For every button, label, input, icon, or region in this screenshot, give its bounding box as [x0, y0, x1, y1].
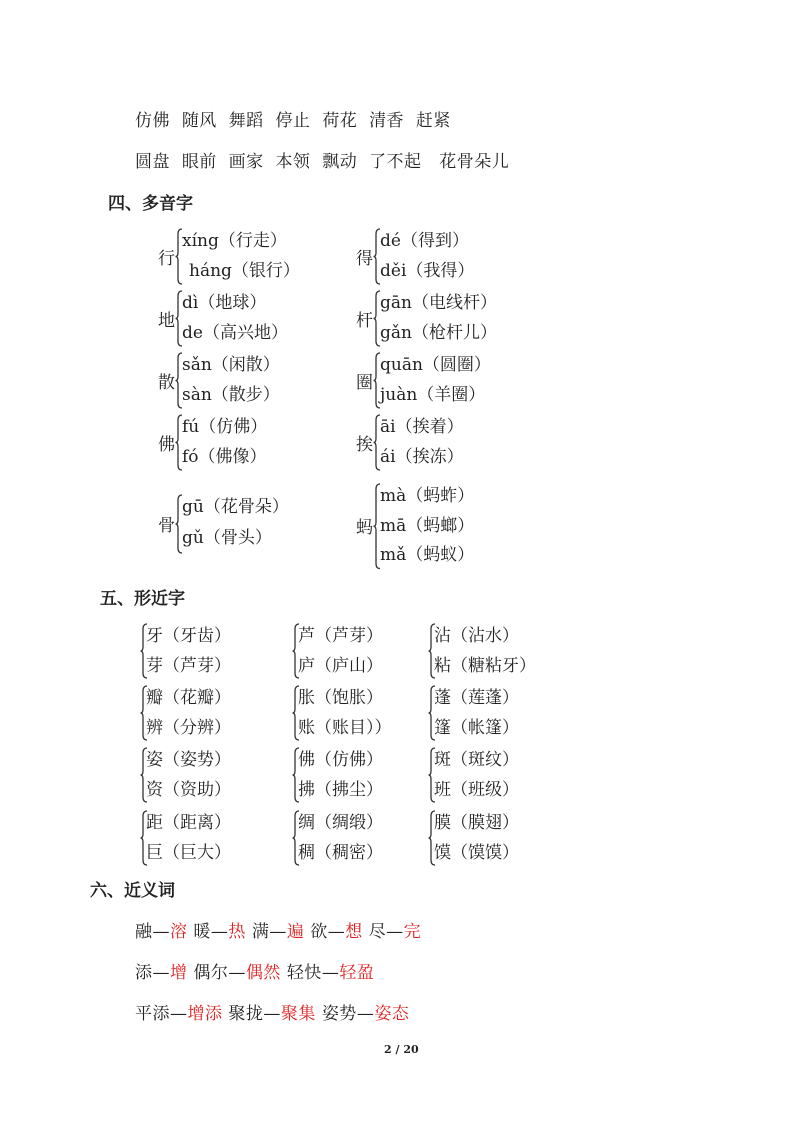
similar-char-entry: 斑（斑纹） — [434, 750, 519, 770]
dash: — — [386, 922, 404, 942]
similar-char-entry: 馍（馍馍） — [434, 842, 519, 863]
polyphonic-group — [356, 288, 546, 347]
similar-char-group — [292, 745, 432, 805]
pronunciation-entry: gān（电线杆） — [380, 293, 497, 313]
similar-char-group — [428, 621, 568, 681]
similar-char-entry: 距（距离） — [146, 813, 231, 833]
synonym-answer: 轻盈 — [339, 963, 375, 983]
dash: — — [356, 1004, 375, 1024]
synonym-answer: 聚集 — [280, 1004, 316, 1024]
vocab-line-1 — [135, 106, 451, 131]
word: 停止 — [275, 111, 311, 131]
similar-char-entry: 班（班级） — [434, 779, 519, 800]
word: 圆盘 — [135, 152, 170, 172]
pronunciation-entry: háng（银行） — [189, 260, 300, 281]
similar-char-group — [428, 745, 568, 805]
polyphonic-char: 杆 — [356, 310, 373, 331]
word: 舞蹈 — [228, 111, 264, 131]
word: 画家 — [228, 152, 264, 172]
synonym-answer: 遍 — [286, 922, 305, 942]
similar-char-entry: 巨（巨大） — [146, 842, 231, 863]
pronunciation-entry: ái（挨冻） — [380, 446, 464, 467]
similar-char-entry: 篷（帐篷） — [434, 717, 519, 738]
dash: — — [327, 922, 346, 942]
synonym-answer: 增添 — [187, 1004, 223, 1024]
synonym-word: 欲 — [310, 922, 328, 942]
vocab-line-2 — [135, 147, 509, 172]
section-title-similar-chars: 五、形近字 — [100, 589, 185, 609]
similar-char-entry: 账（账目）） — [298, 717, 392, 738]
pronunciation-entry: de（高兴地） — [182, 322, 288, 343]
pronunciation-entry: dé（得到） — [380, 231, 469, 251]
polyphonic-group — [158, 226, 348, 285]
pronunciation-entry: dì（地球） — [182, 293, 267, 313]
similar-char-entry: 资（资助） — [146, 779, 231, 800]
synonym-answer: 增 — [170, 963, 188, 983]
dash: — — [321, 963, 340, 983]
similar-char-group — [140, 683, 280, 743]
pronunciation-entry: quān（圆圈） — [380, 355, 491, 375]
pronunciation-entry: juàn（羊圈） — [380, 384, 486, 405]
dash: — — [210, 922, 229, 942]
word: 清香 — [369, 111, 405, 131]
dash: — — [269, 922, 287, 942]
synonym-word: 暖 — [193, 922, 211, 942]
similar-char-group — [292, 808, 432, 868]
polyphonic-group — [158, 412, 348, 471]
similar-char-entry: 芽（芦芽） — [146, 655, 231, 676]
pronunciation-entry: fó（佛像） — [182, 446, 267, 467]
page-number: 2 / 20 — [384, 1043, 419, 1056]
synonym-word: 轻快 — [286, 963, 322, 983]
synonym-row — [135, 999, 409, 1024]
polyphonic-char: 圈 — [356, 372, 373, 393]
section-title-polyphonic: 四、多音字 — [108, 194, 193, 214]
pronunciation-entry: fú（仿佛） — [182, 417, 268, 437]
polyphonic-group — [158, 288, 348, 347]
polyphonic-char: 行 — [158, 248, 175, 269]
similar-char-entry: 粘（糖粘牙） — [434, 655, 536, 676]
pronunciation-entry: mā（蚂螂） — [380, 515, 475, 536]
synonym-word: 姿势 — [321, 1004, 357, 1024]
pronunciation-entry: děi（我得） — [380, 260, 475, 281]
synonym-word: 偶尔 — [193, 963, 229, 983]
dash: — — [228, 963, 246, 983]
polyphonic-char: 得 — [356, 248, 373, 269]
pronunciation-entry: gǎn（枪杆儿） — [380, 322, 497, 343]
word: 花骨朵儿 — [439, 152, 510, 172]
similar-char-group — [292, 621, 432, 681]
word: 荷花 — [322, 111, 358, 131]
similar-char-entry: 佛（仿佛） — [298, 750, 383, 770]
polyphonic-char: 地 — [158, 310, 175, 331]
similar-char-entry: 瓣（花瓣） — [146, 688, 231, 708]
similar-char-entry: 稠（稠密） — [298, 842, 383, 863]
similar-char-entry: 绸（绸缎） — [298, 813, 383, 833]
polyphonic-char: 骨 — [158, 516, 175, 536]
similar-char-entry: 牙（牙齿） — [146, 626, 231, 646]
similar-char-entry: 辨（分辨） — [146, 717, 231, 738]
polyphonic-group — [356, 226, 546, 285]
similar-char-group — [140, 745, 280, 805]
word: 了不起 — [369, 152, 422, 172]
polyphonic-group — [158, 350, 348, 409]
word: 眼前 — [181, 152, 217, 172]
polyphonic-char: 蚂 — [356, 518, 373, 539]
polyphonic-group — [356, 481, 546, 570]
similar-char-group — [428, 808, 568, 868]
dash: — — [170, 1004, 188, 1024]
similar-char-entry: 沾（沾水） — [434, 626, 519, 646]
dash: — — [152, 922, 170, 942]
word: 仿佛 — [135, 111, 170, 131]
synonym-word: 平添 — [135, 1004, 170, 1024]
synonym-answer: 完 — [403, 922, 422, 942]
pronunciation-entry: xíng（行走） — [182, 231, 287, 251]
word: 赶紧 — [415, 111, 451, 131]
pronunciation-entry: mǎ（蚂蚁） — [380, 545, 475, 565]
pronunciation-entry: sǎn（闲散） — [182, 355, 280, 375]
polyphonic-char: 散 — [158, 372, 175, 393]
synonym-answer: 想 — [345, 922, 363, 942]
synonym-word: 添 — [135, 963, 153, 983]
synonym-word: 尽 — [368, 922, 387, 942]
similar-char-entry: 拂（拂尘） — [298, 779, 383, 800]
similar-char-entry: 蓬（莲蓬） — [434, 688, 519, 708]
similar-char-group — [140, 621, 280, 681]
synonym-answer: 溶 — [170, 922, 188, 942]
similar-char-entry: 胀（饱胀） — [298, 688, 383, 708]
pronunciation-entry: gǔ（骨头） — [182, 528, 272, 548]
polyphonic-group — [356, 412, 546, 471]
similar-char-group — [140, 808, 280, 868]
polyphonic-group — [158, 492, 348, 554]
word: 飘动 — [322, 152, 358, 172]
similar-char-entry: 姿（姿势） — [146, 750, 231, 770]
synonym-word: 聚拢 — [228, 1004, 264, 1024]
similar-char-entry: 芦（芦芽） — [298, 626, 383, 646]
section-title-synonyms: 六、近义词 — [90, 881, 175, 901]
synonym-answer: 姿态 — [374, 1004, 410, 1024]
synonym-answer: 偶然 — [245, 963, 281, 983]
pronunciation-entry: sàn（散步） — [182, 384, 280, 405]
synonym-answer: 热 — [228, 922, 246, 942]
pronunciation-entry: āi（挨着） — [380, 417, 464, 437]
polyphonic-char: 挨 — [356, 434, 373, 455]
word: 随风 — [181, 111, 217, 131]
dash: — — [263, 1004, 281, 1024]
similar-char-group — [292, 683, 432, 743]
similar-char-group — [428, 683, 568, 743]
polyphonic-char: 佛 — [158, 434, 175, 455]
similar-char-entry: 庐（庐山） — [298, 655, 383, 676]
polyphonic-group — [356, 350, 546, 409]
synonym-row — [135, 958, 374, 983]
pronunciation-entry: mà（蚂蚱） — [380, 486, 475, 506]
similar-char-entry: 膜（膜翅） — [434, 813, 519, 833]
synonym-word: 融 — [135, 922, 153, 942]
word: 本领 — [275, 152, 311, 172]
synonym-row — [135, 917, 421, 942]
dash: — — [152, 963, 170, 983]
pronunciation-entry: gū（花骨朵） — [182, 497, 289, 517]
synonym-word: 满 — [251, 922, 270, 942]
